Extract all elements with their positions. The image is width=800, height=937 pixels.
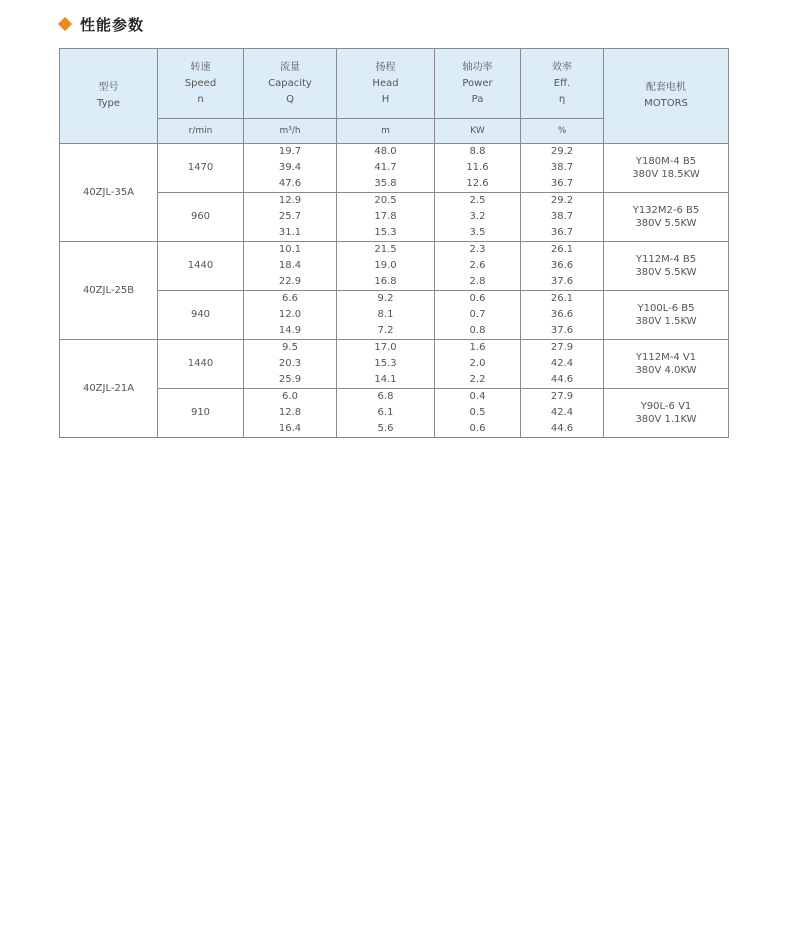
power-value: 2.3	[469, 244, 486, 255]
capacity-value: 12.9	[278, 195, 302, 206]
speed-value: 940	[158, 291, 244, 340]
power-value: 0.7	[469, 309, 486, 320]
power-value: 0.4	[469, 391, 486, 402]
power-value: 1.6	[469, 342, 486, 353]
eff-value: 44.6	[550, 374, 574, 385]
capacity-value: 16.4	[278, 423, 302, 434]
eff-value: 29.2	[550, 195, 574, 206]
head-value: 9.2	[377, 293, 394, 304]
power-value: 2.6	[469, 260, 486, 271]
capacity-cell	[244, 242, 337, 291]
eff-value: 26.1	[550, 293, 574, 304]
capacity-value: 25.7	[278, 211, 302, 222]
header-type-zh: 型号	[98, 82, 119, 93]
header-capacity-en: Capacity	[268, 77, 312, 89]
head-value: 17.0	[374, 342, 397, 353]
header-capacity	[244, 49, 337, 119]
power-value: 2.2	[469, 374, 486, 385]
head-value: 14.1	[374, 374, 397, 385]
power-value: 2.0	[469, 358, 486, 369]
header-motors-zh: 配套电机	[646, 82, 686, 93]
power-cell	[435, 340, 521, 389]
eff-cell	[521, 242, 604, 291]
capacity-value: 25.9	[278, 374, 302, 385]
capacity-value: 10.1	[278, 244, 302, 255]
eff-value: 36.6	[550, 260, 574, 271]
head-value: 48.0	[374, 146, 397, 157]
head-cell	[337, 144, 435, 193]
header-eff-zh: 效率	[552, 61, 572, 73]
speed-value: 1470	[158, 144, 244, 193]
eff-cell	[521, 340, 604, 389]
eff-value: 42.4	[550, 358, 574, 369]
capacity-value: 6.0	[282, 391, 298, 402]
motor-cell	[604, 144, 729, 193]
header-speed-symbol: n	[197, 93, 204, 105]
diamond-bullet-icon	[58, 17, 72, 31]
speed-value: 1440	[158, 340, 244, 389]
head-cell	[337, 340, 435, 389]
eff-value: 27.9	[550, 342, 574, 353]
table-body	[60, 144, 729, 438]
header-speed-en: Speed	[184, 77, 217, 89]
power-value: 0.8	[469, 325, 486, 336]
performance-table	[59, 48, 729, 438]
capacity-value: 12.0	[278, 309, 302, 320]
motor-cell	[604, 193, 729, 242]
power-value: 0.6	[469, 423, 486, 434]
motor-line: Y112M-4 B5	[635, 254, 697, 265]
table-row	[60, 193, 729, 242]
eff-cell	[521, 144, 604, 193]
eff-value: 37.6	[550, 325, 574, 336]
header-type	[60, 49, 158, 144]
speed-value: 1440	[158, 242, 244, 291]
motor-line: Y180M-4 B5	[635, 156, 697, 167]
header-type-en: Type	[97, 98, 120, 109]
power-value: 3.5	[469, 227, 486, 238]
capacity-value: 20.3	[278, 358, 302, 369]
motor-cell	[604, 389, 729, 438]
capacity-value: 22.9	[278, 276, 302, 287]
eff-value: 42.4	[550, 407, 574, 418]
header-head-symbol: H	[381, 93, 390, 105]
motor-cell	[604, 242, 729, 291]
header-power-symbol: Pa	[471, 93, 484, 105]
power-cell	[435, 193, 521, 242]
head-value: 7.2	[377, 325, 394, 336]
head-value: 16.8	[374, 276, 397, 287]
model-name: 40ZJL-21A	[60, 340, 158, 438]
capacity-cell	[244, 340, 337, 389]
table-row	[60, 340, 729, 389]
table-row	[60, 291, 729, 340]
head-value: 8.1	[377, 309, 394, 320]
header-speed	[158, 49, 244, 119]
head-value: 6.8	[377, 391, 394, 402]
table-row	[60, 144, 729, 193]
head-value: 5.6	[377, 423, 394, 434]
speed-value: 960	[158, 193, 244, 242]
eff-value: 36.7	[550, 227, 574, 238]
capacity-cell	[244, 193, 337, 242]
header-power-en: Power	[462, 77, 493, 89]
motor-line: 380V 5.5KW	[635, 267, 697, 278]
capacity-value: 14.9	[278, 325, 302, 336]
header-eff	[521, 49, 604, 119]
head-cell	[337, 193, 435, 242]
capacity-value: 18.4	[278, 260, 302, 271]
unit-speed: r/min	[158, 119, 244, 144]
capacity-cell	[244, 291, 337, 340]
unit-power: KW	[435, 119, 521, 144]
header-head	[337, 49, 435, 119]
head-value: 17.8	[374, 211, 397, 222]
header-speed-zh: 转速	[190, 61, 211, 73]
header-eff-symbol: η	[558, 93, 566, 105]
head-cell	[337, 389, 435, 438]
motor-line: Y100L-6 B5	[637, 303, 695, 314]
model-name: 40ZJL-25B	[60, 242, 158, 340]
motor-cell	[604, 340, 729, 389]
power-cell	[435, 389, 521, 438]
model-name: 40ZJL-35A	[60, 144, 158, 242]
head-value: 15.3	[374, 227, 397, 238]
eff-cell	[521, 389, 604, 438]
section-title-text: 性能参数	[80, 15, 145, 34]
capacity-value: 19.7	[278, 146, 302, 157]
motor-line: 380V 5.5KW	[635, 218, 697, 229]
head-cell	[337, 242, 435, 291]
capacity-value: 9.5	[282, 342, 298, 353]
capacity-cell	[244, 389, 337, 438]
power-value: 8.8	[469, 146, 486, 157]
capacity-value: 39.4	[278, 162, 302, 173]
table-row	[60, 389, 729, 438]
power-value: 11.6	[466, 162, 489, 173]
eff-cell	[521, 291, 604, 340]
header-power	[435, 49, 521, 119]
power-cell	[435, 291, 521, 340]
capacity-value: 31.1	[278, 227, 302, 238]
power-value: 0.5	[469, 407, 486, 418]
power-cell	[435, 242, 521, 291]
motor-line: Y132M2-6 B5	[632, 205, 700, 216]
eff-value: 29.2	[550, 146, 574, 157]
power-value: 0.6	[469, 293, 486, 304]
head-value: 41.7	[374, 162, 397, 173]
unit-head: m	[337, 119, 435, 144]
eff-value: 44.6	[550, 423, 574, 434]
motor-line: Y90L-6 V1	[640, 401, 692, 412]
head-value: 35.8	[374, 178, 397, 189]
head-value: 6.1	[377, 407, 394, 418]
head-value: 21.5	[374, 244, 397, 255]
header-power-zh: 轴功率	[462, 61, 493, 73]
power-value: 2.8	[469, 276, 486, 287]
eff-value: 38.7	[550, 162, 574, 173]
section-title	[57, 13, 144, 35]
motor-cell	[604, 291, 729, 340]
eff-value: 36.7	[550, 178, 574, 189]
eff-value: 38.7	[550, 211, 574, 222]
head-cell	[337, 291, 435, 340]
speed-value: 910	[158, 389, 244, 438]
motor-line: 380V 1.5KW	[635, 316, 697, 327]
eff-value: 27.9	[550, 391, 574, 402]
head-value: 20.5	[374, 195, 397, 206]
header-head-en: Head	[372, 77, 399, 89]
power-value: 2.5	[469, 195, 486, 206]
unit-capacity: m³/h	[244, 119, 337, 144]
head-value: 19.0	[374, 260, 397, 271]
motor-line: 380V 4.0KW	[635, 365, 697, 376]
capacity-value: 12.8	[278, 407, 302, 418]
eff-cell	[521, 193, 604, 242]
table-row	[60, 242, 729, 291]
capacity-value: 6.6	[282, 293, 298, 304]
header-eff-en: Eff.	[553, 77, 571, 89]
power-cell	[435, 144, 521, 193]
unit-eff: %	[521, 119, 604, 144]
motor-line: 380V 18.5KW	[632, 169, 700, 180]
header-motors-en: MOTORS	[644, 98, 688, 109]
power-value: 3.2	[469, 211, 486, 222]
power-value: 12.6	[466, 178, 489, 189]
capacity-cell	[244, 144, 337, 193]
eff-value: 37.6	[550, 276, 574, 287]
head-value: 15.3	[374, 358, 397, 369]
motor-line: Y112M-4 V1	[635, 352, 697, 363]
capacity-value: 47.6	[278, 178, 302, 189]
header-capacity-symbol: Q	[286, 93, 294, 105]
header-capacity-zh: 流量	[280, 61, 300, 73]
header-row	[60, 49, 729, 119]
header-motors	[604, 49, 729, 144]
eff-value: 36.6	[550, 309, 574, 320]
header-head-zh: 扬程	[375, 61, 396, 73]
eff-value: 26.1	[550, 244, 574, 255]
motor-line: 380V 1.1KW	[635, 414, 697, 425]
